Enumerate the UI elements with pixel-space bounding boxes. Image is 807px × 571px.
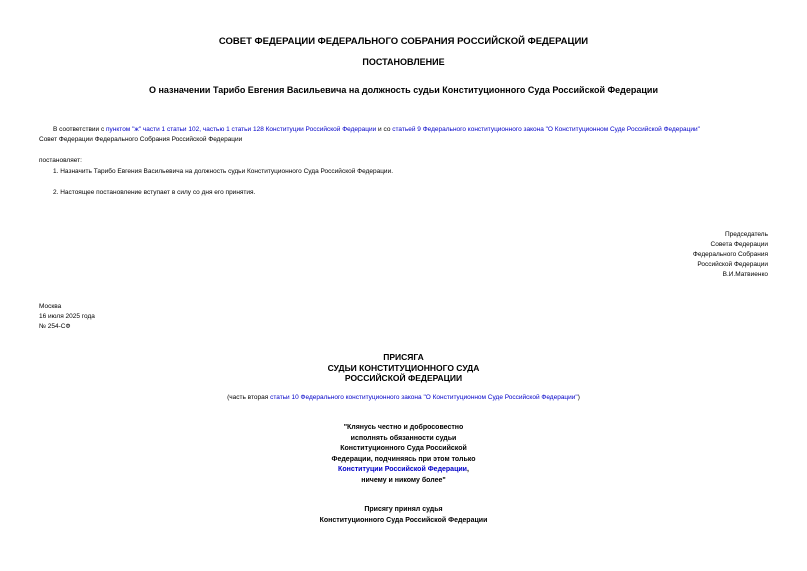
signatory-name: В.И.Матвиенко bbox=[722, 271, 768, 278]
oath-accepted bbox=[0, 505, 807, 526]
oath-title-line: РОССИЙСКОЙ ФЕДЕРАЦИИ bbox=[344, 373, 463, 383]
oath-title-line: ПРИСЯГА bbox=[383, 352, 424, 362]
signature-line: Совета Федерации bbox=[710, 241, 768, 248]
oath-text-line: Федерации, подчиняясь при этом только bbox=[331, 455, 476, 463]
oath-text-line: "Клянусь честно и добросовестно bbox=[343, 424, 464, 431]
federal-law-article-10-link[interactable]: статьи 10 Федерального конституционного закона "О Конституционном Суде Российской Федерации" bbox=[270, 394, 578, 401]
oath-text-line bbox=[0, 465, 807, 476]
oath-text-line: ничему и никому более" bbox=[361, 476, 446, 484]
document-number: № 254-СФ bbox=[39, 323, 71, 330]
preamble-text-connector: и со bbox=[376, 126, 393, 133]
signature-line: Председатель bbox=[724, 231, 768, 238]
place-date-block bbox=[39, 302, 95, 332]
preamble-text: В соответствии с bbox=[53, 126, 107, 133]
signature-block bbox=[693, 230, 768, 280]
oath-text-line: Конституционного Суда Российской bbox=[340, 445, 467, 452]
document-type: ПОСТАНОВЛЕНИЕ bbox=[362, 57, 445, 67]
document-title: О назначении Тарибо Евгения Васильевича на должность судьи Конституционного Суда Российской Федерации bbox=[148, 85, 659, 95]
oath-title bbox=[0, 352, 807, 384]
oath-text-line: исполнять обязанности судьи bbox=[350, 434, 457, 442]
constitution-articles-link[interactable]: пунктом "ж" части 1 статьи 102, частью 1 статьи 128 Конституции Российской Федерации bbox=[106, 126, 377, 133]
city: Москва bbox=[39, 303, 62, 310]
oath-text bbox=[0, 423, 807, 486]
signature-line: Федерального Собрания bbox=[692, 251, 768, 258]
oath-accepted-line: Конституционного Суда Российской Федерации bbox=[319, 516, 488, 524]
preamble-line-2: Совет Федерации Федерального Собрания Российской Федерации bbox=[39, 136, 243, 143]
preamble-line-1 bbox=[39, 125, 700, 135]
oath-reference bbox=[0, 393, 807, 403]
oath-title-line: СУДЬИ КОНСТИТУЦИОННОГО СУДА bbox=[327, 362, 480, 373]
date: 16 июля 2025 года bbox=[39, 313, 95, 320]
issuing-authority: СОВЕТ ФЕДЕРАЦИИ ФЕДЕРАЛЬНОГО СОБРАНИЯ РОССИЙСКОЙ ФЕДЕРАЦИИ bbox=[218, 36, 589, 47]
item-1: 1. Назначить Тарибо Евгения Васильевича на должность судьи Конституционного Суда Российской Федерации. bbox=[53, 168, 393, 175]
oath-reference-prefix: (часть вторая bbox=[227, 394, 271, 401]
decides-label: постановляет: bbox=[39, 157, 82, 164]
oath-accepted-line: Присягу принял судья bbox=[364, 506, 443, 513]
signature-line: Российской Федерации bbox=[697, 261, 768, 268]
constitution-link[interactable]: Конституции Российской Федерации bbox=[338, 466, 467, 473]
federal-law-article-9-link[interactable]: статьей 9 Федерального конституционного закона "О Конституционном Суде Российской Федерации" bbox=[392, 126, 700, 133]
oath-reference-suffix: ) bbox=[577, 394, 580, 401]
item-2: 2. Настоящее постановление вступает в силу со дня его принятия. bbox=[53, 189, 256, 196]
oath-text-comma: , bbox=[466, 466, 469, 473]
